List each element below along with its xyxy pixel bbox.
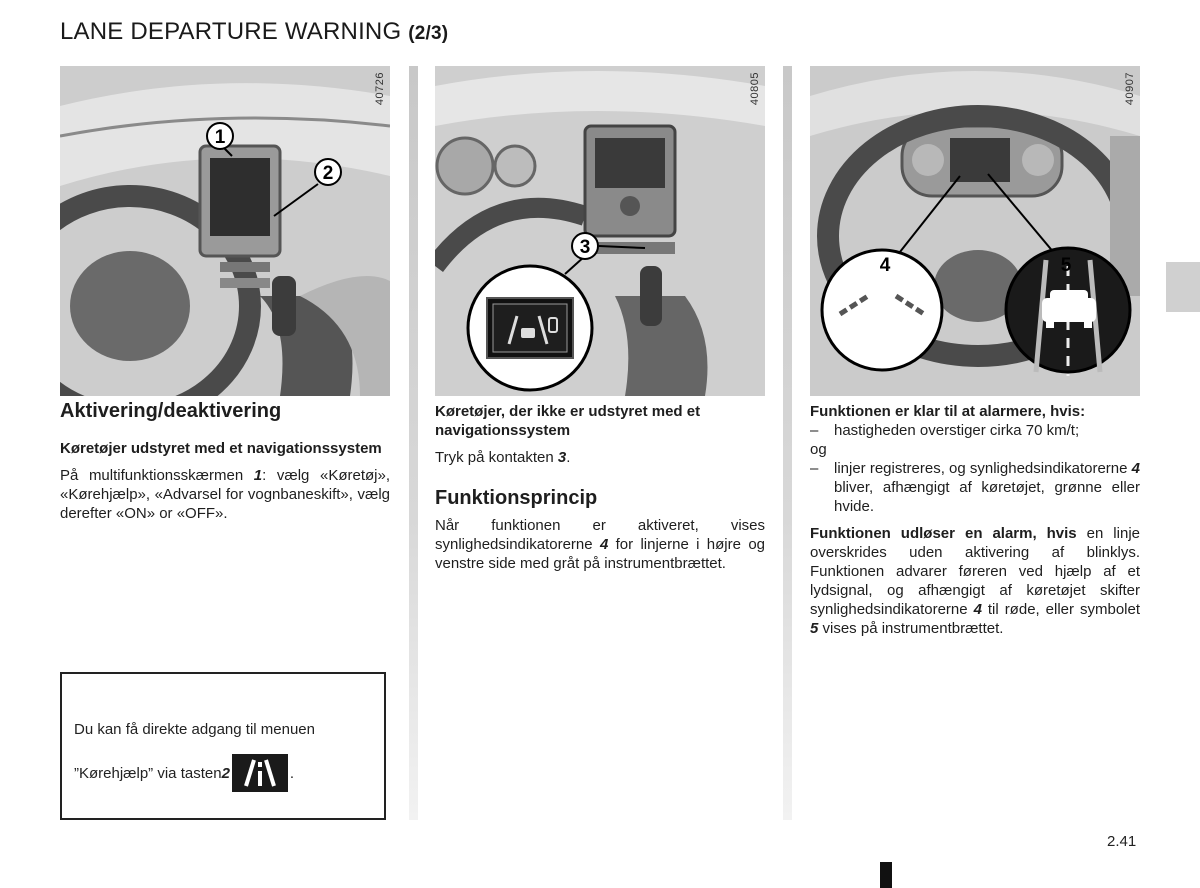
column-divider [783, 66, 792, 820]
column-principle [435, 402, 765, 581]
callout-3: 3 [579, 237, 591, 258]
paragraph: Når funktionen er aktiveret, vises synlighedsindikatorerne 4 for linjerne i højre og venstre side med gråt på instrumentbrættet. [435, 517, 765, 572]
ref-number: 4 [1131, 460, 1140, 477]
callout-5: 5 [1060, 255, 1072, 276]
multimedia-screen [210, 158, 270, 236]
figure-ref: 40805 [749, 72, 761, 106]
column-divider [409, 66, 418, 820]
list-item: – hastigheden overstiger cirka 70 km/t; [810, 422, 1080, 439]
print-mark [880, 862, 892, 888]
callout-1: 1 [214, 127, 226, 148]
list-item: – linjer registreres, og synlighedsindikatorerne 4 bliver, afhængigt af køretøjet, grønne eller hvide. [810, 460, 1140, 515]
conjunction: og [810, 441, 827, 458]
paragraph: Funktionen udløser en alarm, hvis en linje overskrides uden aktivering af blinklys. Funktionen advarer føreren ved hjælp af et lydsignal, og afhængigt af køretøjet skifter synlighedsindikatorerne 4 til røde, eller symbolet 5 vises på instrumentbrættet. [810, 525, 1141, 637]
figure-dashboard-switch [435, 66, 765, 396]
callout-4: 4 [879, 255, 891, 276]
figure-illustration [60, 66, 390, 396]
note-text: Du kan få direkte adgang til menuen [74, 721, 315, 738]
page-title: LANE DEPARTURE WARNING (2/3) [60, 18, 449, 45]
subheading: Køretøjer udstyret med et navigationssystem [60, 440, 382, 457]
paragraph: Tryk på kontakten 3. [435, 449, 571, 466]
callout-2: 2 [322, 163, 334, 184]
subheading: Køretøjer, der ikke er udstyret med et navigationssystem [435, 403, 701, 439]
ref-number: 1 [253, 467, 263, 484]
lane-assist-key-icon [232, 754, 288, 792]
section-heading: Aktivering/deaktivering [60, 400, 282, 422]
figure-instrument-panel [810, 66, 1140, 396]
section-heading: Funktionsprincip [435, 487, 598, 509]
ref-number: 4 [599, 536, 609, 553]
figure-illustration [810, 66, 1140, 396]
figure-ref: 40907 [1124, 72, 1136, 106]
subheading: Funktionen er klar til at alarmere, hvis: [810, 403, 1086, 420]
figure-illustration [435, 66, 765, 396]
column-conditions [810, 402, 1140, 646]
figure-ref: 40726 [374, 72, 386, 106]
ref-number: 5 [810, 620, 819, 637]
ref-number: 3 [557, 449, 567, 466]
figure-dashboard-multimedia [60, 66, 390, 396]
page-number: 2.41 [1107, 833, 1137, 850]
ref-number: 4 [973, 601, 982, 618]
note-box [60, 672, 386, 820]
ref-number: 2 [221, 764, 230, 782]
page-title-suffix: (2/3) [408, 23, 449, 44]
note-line: ”Kørehjælp” via tasten 2 . [74, 754, 294, 792]
column-activation [60, 402, 390, 531]
section-tab [1166, 262, 1200, 312]
paragraph: På multifunktionsskærmen 1: vælg «Køretøj», «Kørehjælp», «Advarsel for vognbaneskift», vælg derefter «ON» or «OFF». [60, 467, 390, 522]
